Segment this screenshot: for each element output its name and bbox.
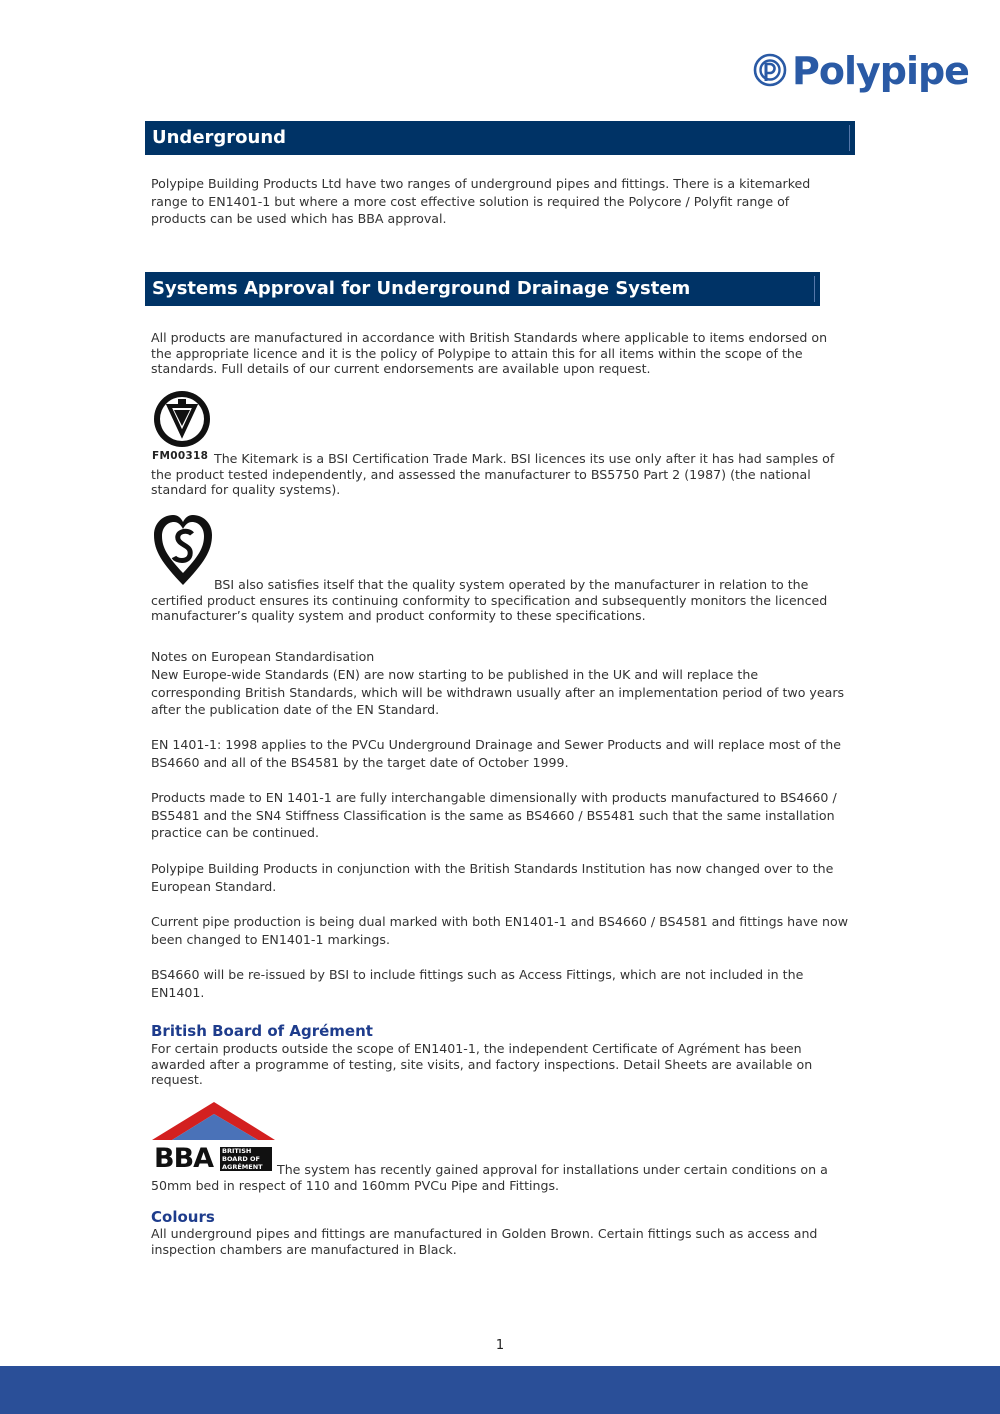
colours-heading: Colours	[151, 1208, 215, 1226]
section-header-systems-approval	[145, 272, 820, 306]
bba-approval-text: The system has recently gained approval for installations under certain conditions on a 50mm bed in respect of 110 and 160mm PVCu Pipe and Fittings.	[151, 1162, 828, 1193]
section-title-underground: Underground	[152, 127, 287, 148]
european-notes-p3: Products made to EN 1401-1 are fully interchangable dimensionally with products manufactured to BS4660 / BS5481 and the SN4 Stiffness Classification is the same as BS4660 / BS5481 such that the same installation practice can be continued.	[151, 790, 837, 841]
bsi-description-text: BSI also satisfies itself that the quality system operated by the manufacturer in relation to the certified product ensures its continuing conformity to specification and subsequently monitors the licenced manufacturer’s quality system and product conformity to these specifications.	[151, 577, 828, 623]
section-title-systems-approval: Systems Approval for Underground Drainage System	[152, 278, 691, 299]
section-header-divider	[849, 125, 850, 151]
bba-approval	[151, 1162, 851, 1193]
section-header-underground	[145, 121, 855, 155]
bba-heading: British Board of Agrément	[151, 1022, 373, 1040]
european-notes-p2: EN 1401-1: 1998 applies to the PVCu Underground Drainage and Sewer Products and will replace most of the BS4660 and all of the BS4581 by the target date of October 1999.	[151, 737, 841, 770]
european-notes-p5: Current pipe production is being dual marked with both EN1401-1 and BS4660 / BS4581 and fittings have now been changed to EN1401-1 markings.	[151, 914, 849, 947]
kitemark-description	[151, 451, 851, 498]
systems-intro: All products are manufactured in accordance with British Standards where applicable to items endorsed on the appropriate licence and it is the policy of Polypipe to attain this for all items within the scope of the standards. Full details of our current endorsements are available upon request.	[151, 330, 828, 376]
polypipe-logo-icon	[752, 52, 788, 88]
polypipe-logo	[752, 44, 972, 100]
european-notes-p1: New Europe-wide Standards (EN) are now starting to be published in the UK and will replace the corresponding British Standards, which will be withdrawn usually after an implementation period of two years after the publication date of the EN Standard.	[151, 667, 845, 718]
kitemark-description-text: The Kitemark is a BSI Certification Trade Mark. BSI licences its use only after it has had samples of the product tested independently, and assessed the manufacturer to BS5750 Part 2 (1987) (the national standard for quality systems).	[151, 451, 835, 497]
footer-bar	[0, 1366, 1000, 1414]
european-notes-p4: Polypipe Building Products in conjunction with the British Standards Institution has now changed over to the European Standard.	[151, 861, 834, 894]
section-header-divider	[814, 276, 815, 302]
european-notes-p6: BS4660 will be re-issued by BSI to include fittings such as Access Fittings, which are not included in the EN1401.	[151, 967, 804, 1000]
bba-logo-line-3: AGRÉMENT	[222, 1163, 263, 1171]
polypipe-logo-text: Polypipe	[792, 49, 969, 93]
colours-description: All underground pipes and fittings are manufactured in Golden Brown. Certain fittings such as access and inspection chambers are manufactured in Black.	[151, 1226, 818, 1257]
page-number: 1	[495, 1338, 505, 1353]
underground-intro: Polypipe Building Products Ltd have two ranges of underground pipes and fittings. There is a kitemarked range to EN1401-1 but where a more cost effective solution is required the Polycore / Polyfit range of products can be used which has BBA approval.	[151, 176, 811, 227]
kitemark-licence-number: FM00318	[152, 450, 209, 462]
kitemark-logo-icon	[152, 390, 214, 450]
bba-roof-icon	[150, 1100, 277, 1144]
bsi-description	[151, 577, 851, 624]
bba-logo-letters: BBA	[154, 1143, 214, 1174]
european-notes-heading: Notes on European Standardisation	[151, 649, 375, 664]
bba-logo-line-1: BRITISH	[222, 1147, 252, 1155]
bba-logo-line-2: BOARD OF	[222, 1155, 260, 1163]
bba-description: For certain products outside the scope of EN1401-1, the independent Certificate of Agrément has been awarded after a programme of testing, site visits, and factory inspections. Detail Sheets are available on request.	[151, 1041, 813, 1087]
